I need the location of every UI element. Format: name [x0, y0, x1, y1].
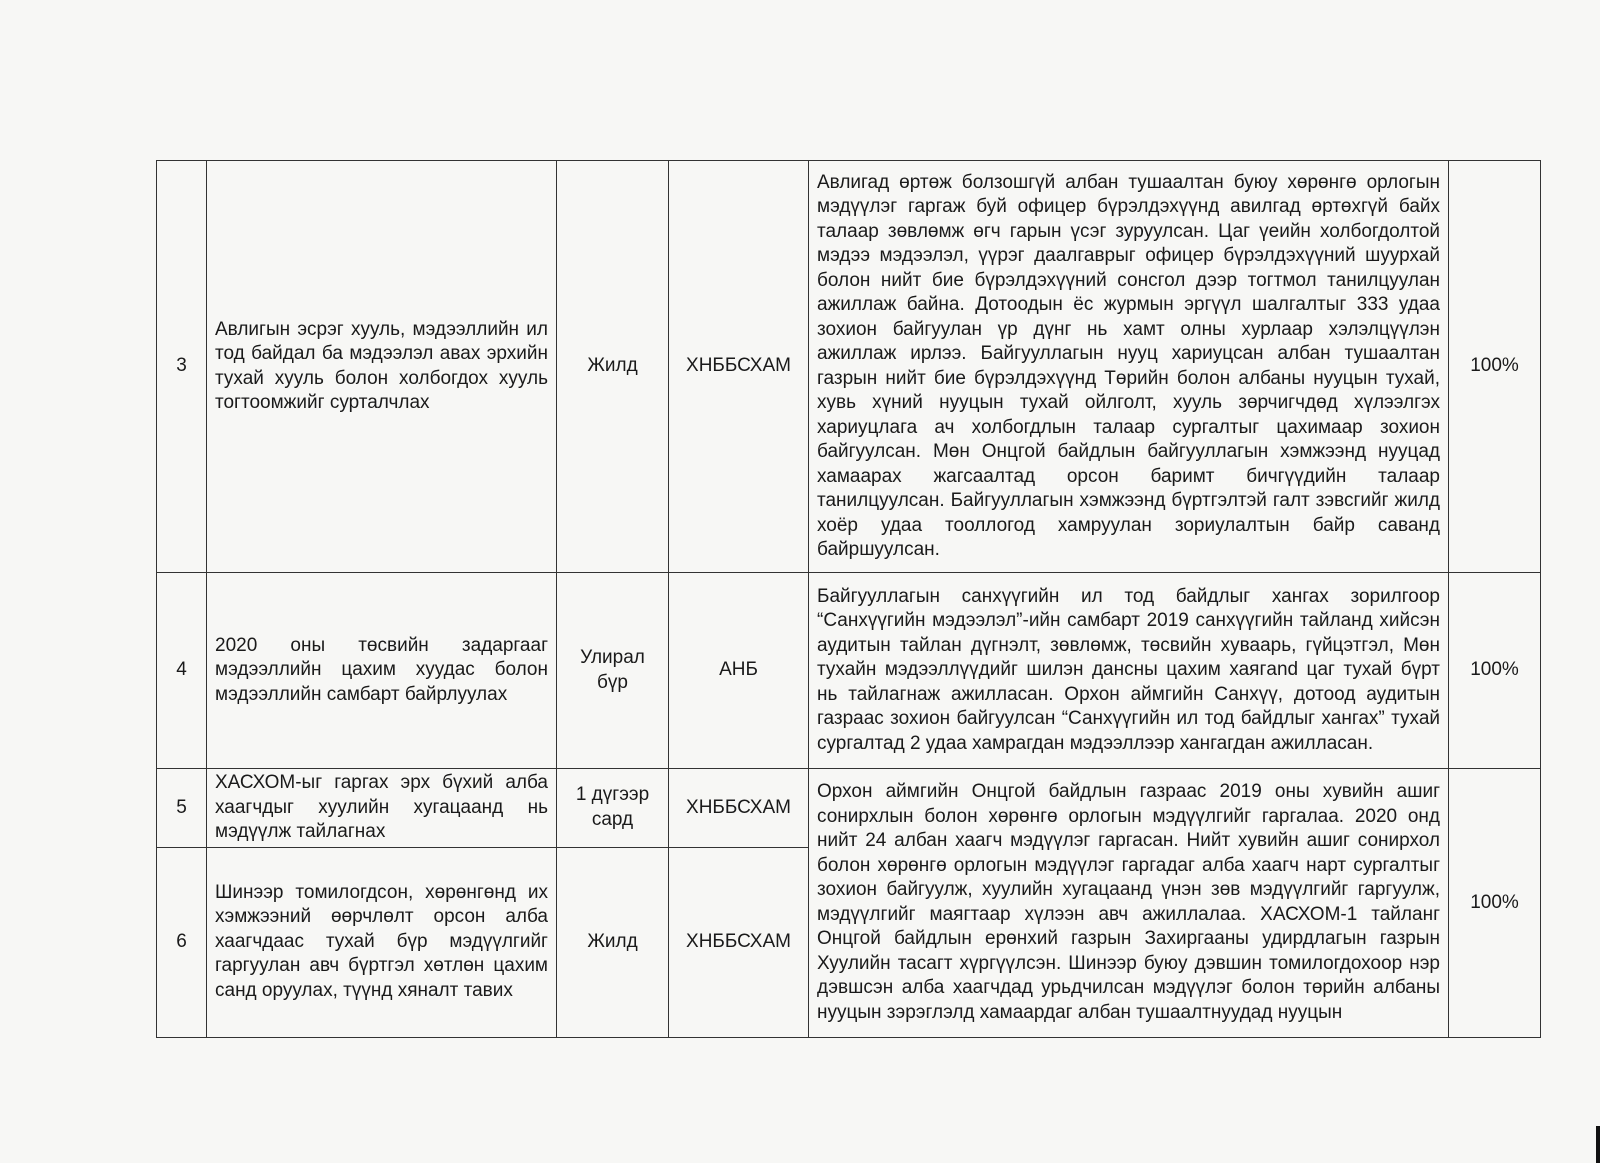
- task-description: Шинээр томилогдсон, хөрөнгөнд их хэмжээний өөрчлөлт орсон алба хаагчдаас тухай бүр мэдүүлгийг гаргуулан авч бүртгэл хөтлөн цахим санд оруулах, түүнд хяналт тавих: [207, 847, 557, 1037]
- task-description: Авлигын эсрэг хууль, мэдээллийн ил тод байдал ба мэдээлэл авах эрхийн тухай хууль болон холбогдох хууль тогтоомжийг сурталчлах: [207, 161, 557, 573]
- performance-text: Орхон аймгийн Онцгой байдлын газраас 2019 оны хувийн ашиг сонирхлын болон хөрөнгө орлогын мэдүүлгийг гаргалаа. 2020 онд нийт 24 албан хаагч мэдүүлэг гаргасан. Нийт хувийн ашиг сонирхол болон хөрөнгө орлогын мэдүүлэг гаргадаг алба хаагч нарт сургалтыг зохион байгуулж, хуулийн хугацаанд үнэн зөв мэдүүлгийг гаргуулж, мэдүүлгийг маягтаар хүлээн авч ажиллалаа. ХАСХОМ-1 тайланг Онцгой байдлын ерөнхий газрын Захиргааны удирдлагын газрын Хуулийн тасагт хүргүүлсэн. Шинээр буюу дэвшин томилогдохоор нэр дэвшсэн алба хаагчдад урьдчилсан мэдүүлэг болон төрийн албаны нууцын зэрэглэлд хамаардаг албан тушаалтнуудад нууцын: [809, 769, 1449, 1038]
- table-row: [157, 573, 1541, 769]
- frequency: Улирал бүр: [557, 573, 669, 769]
- performance-text: Авлигад өртөж болзошгүй албан тушаалтан буюу хөрөнгө орлогын мэдүүлэг гаргаж буй офицер бүрэлдэхүүнд авилгад өртөхгүй байх талаар зөвлөмж өгч гарын үсэг зуруулсан. Цаг үеийн холбогдолтой мэдээ мэдээлэл, үүрэг даалгаврыг офицер бүрэлдэхүүний шуурхай болон нийт бие бүрэлдэхүүний сонсгол дээр тогтмол танилцуулан ажиллаж байна. Дотоодын ёс журмын эргүүл шалгалтыг 333 удаа зохион байгуулан үр дүнг нь хамт олны хурлаар хэлэлцүүлэн ажиллаж ирлээ. Байгууллагын нууц хариуцсан албан тушаалтан газрын нийт бие бүрэлдэхүүнд Төрийн болон албаны нууцын тухай, хувь хүний нууцын тухай ойлголт, хууль зөрчигчдөд хүлээлгэх хариуцлага ач холбогдлын талаар сургалтыг цахимаар зохион байгуулсан. Мөн Онцгой байдлын байгууллагын хэмжээнд нууцад хамаарах жагсаалтад орсон баримт бичгүүдийн талаар танилцуулсан. Байгууллагын хэмжээнд бүртгэлтэй галт зэвсгийг жилд хоёр удаа тооллогод хамруулан зориулалтын байр саванд байршуулсан.: [809, 161, 1449, 573]
- report-table: [156, 160, 1541, 1038]
- row-number: 6: [157, 847, 207, 1037]
- completion-percent: 100%: [1449, 161, 1541, 573]
- responsible-unit: ХНББСХАМ: [669, 161, 809, 573]
- task-description: ХАСХОМ-ыг гаргах эрх бүхий алба хаагчдыг хуулийн хугацаанд нь мэдүүлж тайлагнах: [207, 769, 557, 848]
- task-description: 2020 оны төсвийн задаргааг мэдээллийн цахим хуудас болон мэдээллийн самбарт байрлуулах: [207, 573, 557, 769]
- frequency: Жилд: [557, 161, 669, 573]
- responsible-unit: ХНББСХАМ: [669, 769, 809, 848]
- completion-percent: 100%: [1449, 769, 1541, 1038]
- completion-percent: 100%: [1449, 573, 1541, 769]
- frequency: Жилд: [557, 847, 669, 1037]
- performance-text: Байгууллагын санхүүгийн ил тод байдлыг хангах зорилгоор “Санхүүгийн мэдээлэл”-ийн самбарт 2019 санхүүгийн тайланд хийсэн аудитын тайлан дүгнэлт, зөвлөмж, төсвийн хуваарь, гүйцэтгэл, Мөн тухайн мэдээллүүдийг шилэн дансны цахим хаягand цаг тухай бүрт нь тайлагнаж ажилласан. Орхон аймгийн Санхүү, дотоод аудитын газраас зохион байгуулсан “Санхүүгийн ил тод байдлыг хангах” тухай сургалтад 2 удаа хамрагдан мэдээллээр хангагдан ажилласан.: [809, 573, 1449, 769]
- table-row: [157, 161, 1541, 573]
- table-row: [157, 769, 1541, 848]
- responsible-unit: ХНББСХАМ: [669, 847, 809, 1037]
- responsible-unit: АНБ: [669, 573, 809, 769]
- row-number: 3: [157, 161, 207, 573]
- row-number: 5: [157, 769, 207, 848]
- row-number: 4: [157, 573, 207, 769]
- scan-edge-mark: [1596, 1126, 1600, 1163]
- frequency: 1 дүгээр сард: [557, 769, 669, 848]
